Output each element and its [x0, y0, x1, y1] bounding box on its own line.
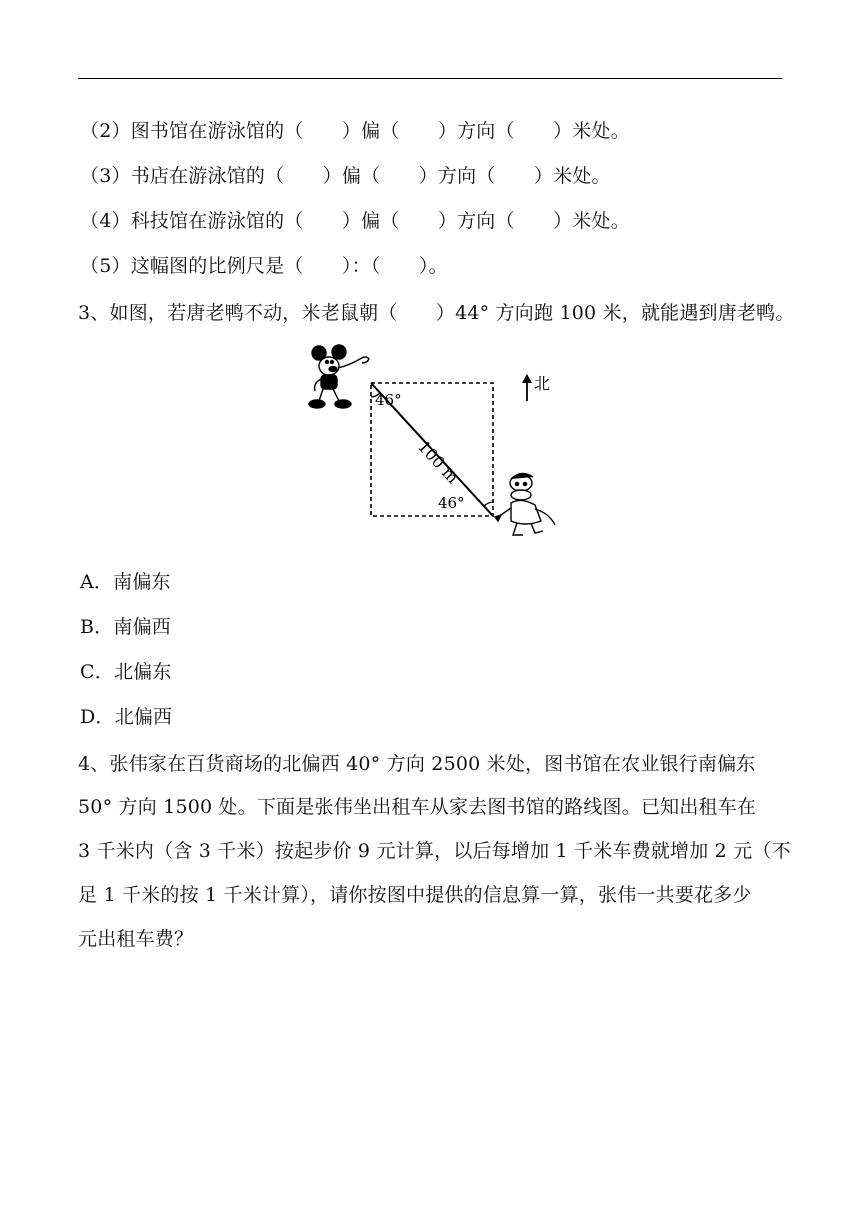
angle-arc-bottom	[484, 502, 493, 506]
mickey-mouse-icon	[309, 345, 369, 408]
option-b[interactable]: B．南偏西	[80, 616, 171, 638]
north-arrowhead-icon	[522, 374, 532, 383]
distance-label: 100 m	[414, 436, 463, 488]
question-4-line-4: 足 1 千米的按 1 千米计算），请你按图中提供的信息算一算，张伟一共要花多少	[78, 884, 752, 906]
item-5: （5）这幅图的比例尺是（ ）：（ ）。	[80, 255, 448, 277]
option-a[interactable]: A．南偏东	[80, 571, 171, 593]
north-label: 北	[534, 374, 551, 393]
item-2: （2）图书馆在游泳馆的（ ）偏（ ）方向（ ）米处。	[80, 120, 630, 142]
question-4-line-3: 3 千米内（含 3 千米）按起步价 9 元计算，以后每增加 1 千米车费就增加 2 元（不	[78, 840, 791, 862]
angle-label-top: 46°	[375, 391, 402, 409]
donald-duck-icon	[495, 473, 555, 535]
angle-label-bottom: 46°	[438, 494, 465, 512]
question-3-figure	[305, 343, 575, 543]
question-3-stem: 3、如图，若唐老鸭不动，米老鼠朝（ ）44° 方向跑 100 米，就能遇到唐老鸭。	[78, 302, 795, 324]
question-4-line-1: 4、张伟家在百货商场的北偏西 40° 方向 2500 米处，图书馆在农业银行南偏东	[78, 753, 756, 775]
header-rule	[78, 78, 782, 79]
item-3: （3）书店在游泳馆的（ ）偏（ ）方向（ ）米处。	[80, 165, 611, 187]
question-4-line-5: 元出租车费？	[78, 928, 194, 950]
item-4: （4）科技馆在游泳馆的（ ）偏（ ）方向（ ）米处。	[80, 210, 630, 232]
question-4-line-2: 50° 方向 1500 处。下面是张伟坐出租车从家去图书馆的路线图。已知出租车在	[78, 796, 757, 818]
option-c[interactable]: C．北偏东	[80, 661, 172, 683]
option-d[interactable]: D．北偏西	[80, 706, 173, 728]
direction-diagram	[305, 343, 575, 543]
